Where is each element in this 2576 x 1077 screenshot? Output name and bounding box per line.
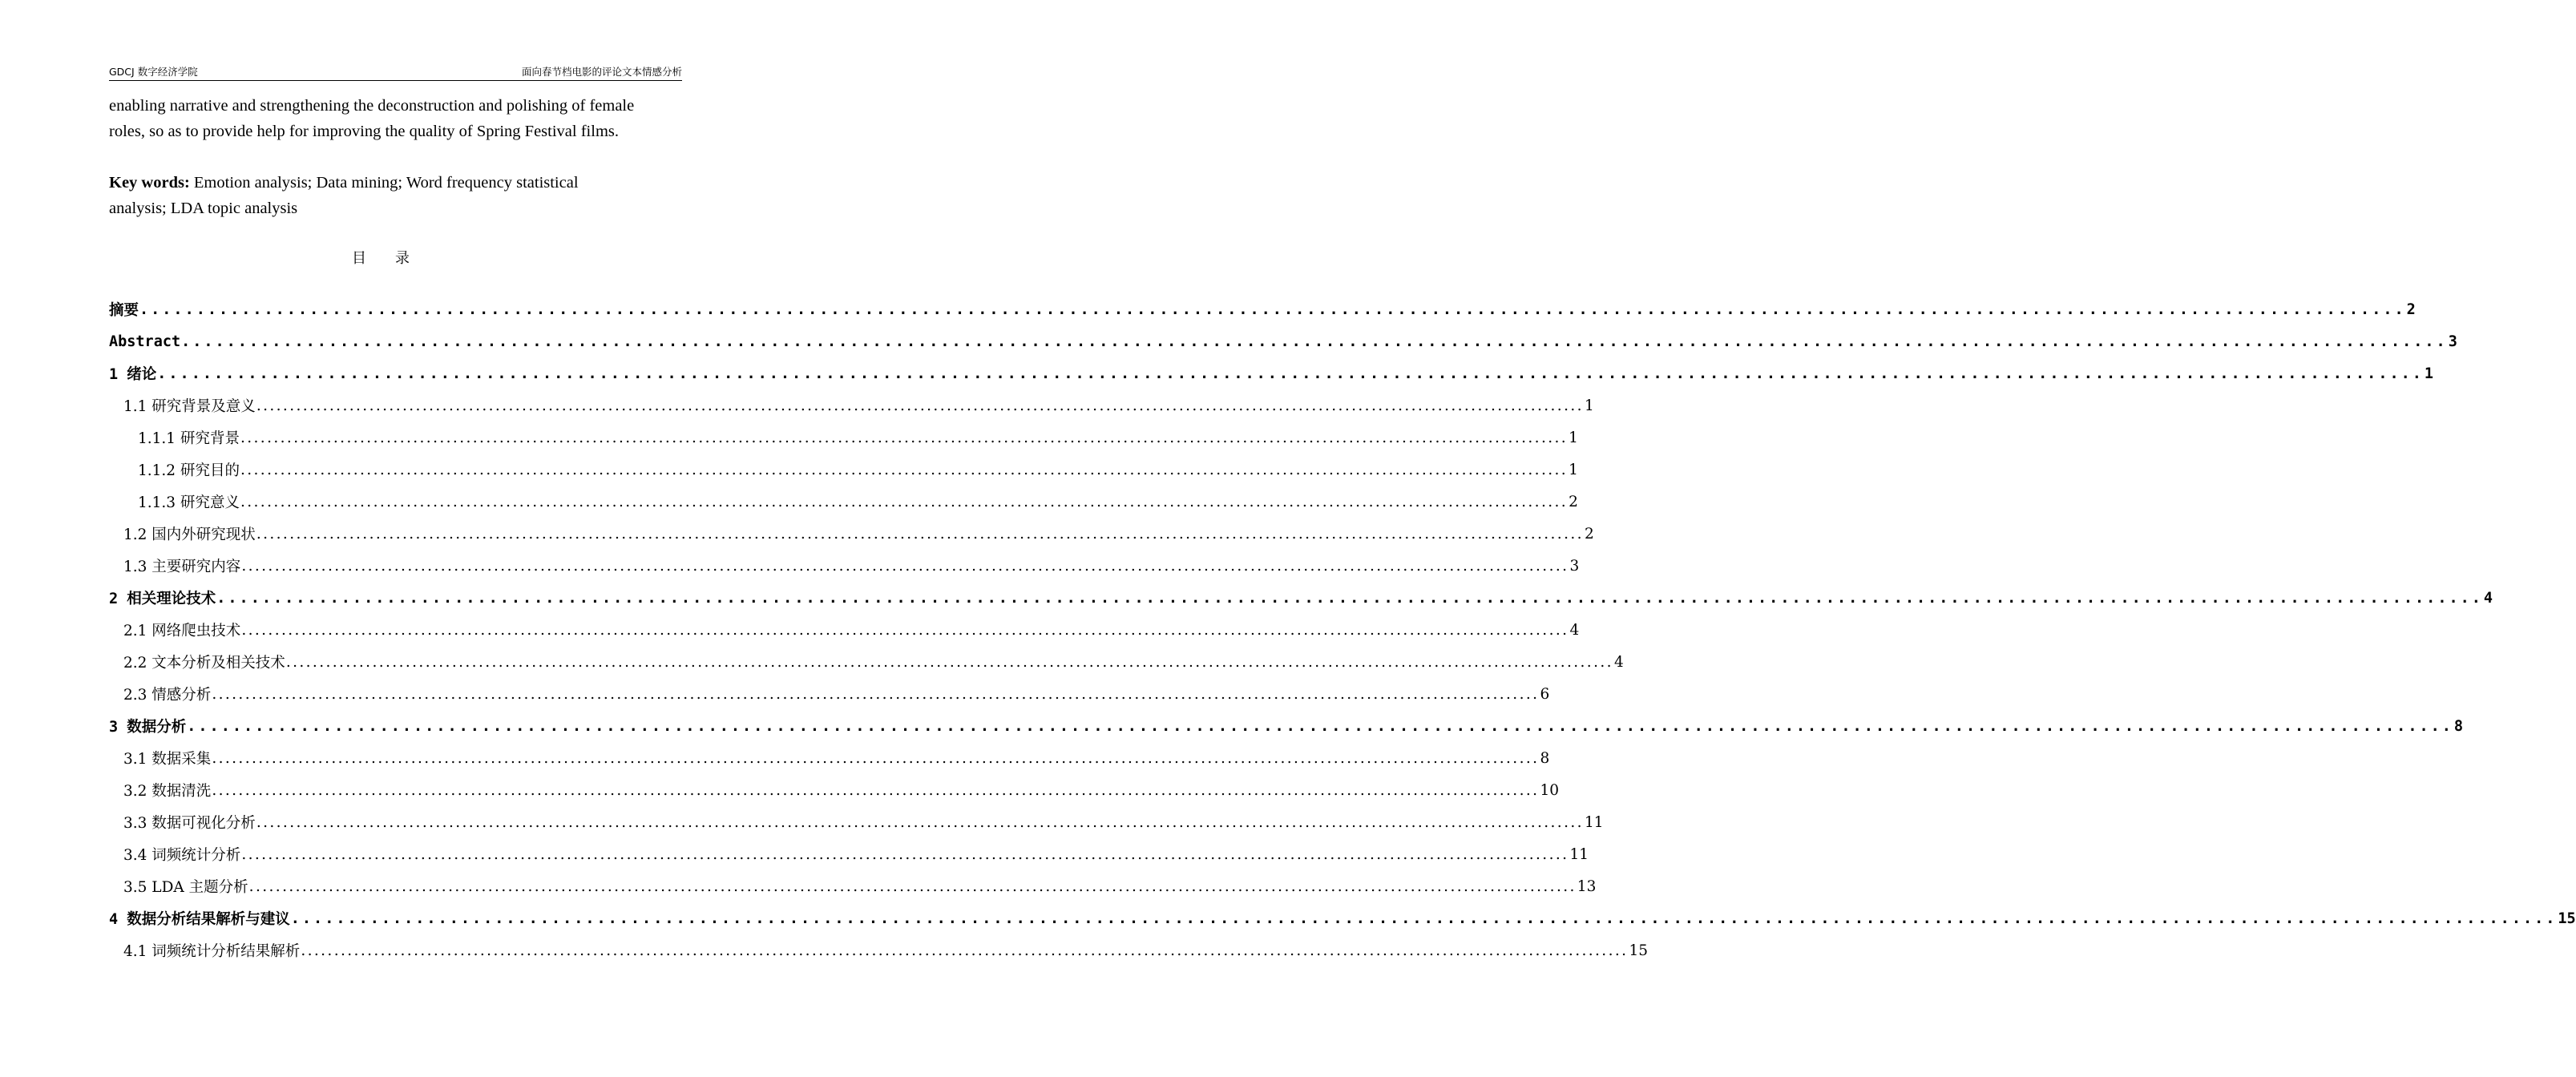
toc-leader-dots: ........................................................................................................................................................................................................	[187, 717, 2453, 735]
toc-entry[interactable]	[109, 614, 1580, 646]
toc-entry-page: 2	[1584, 525, 1594, 543]
toc-entry-page: 1	[1569, 461, 1578, 478]
abstract-line: roles, so as to provide help for improving the quality of Spring Festival films.	[109, 123, 619, 140]
toc-entry-title: 2.1 网络爬虫技术	[123, 623, 241, 639]
toc-entry-title: 1.1.1 研究背景	[138, 430, 240, 447]
toc-entry[interactable]	[109, 678, 1550, 710]
toc-entry-page: 15	[2558, 910, 2576, 927]
toc-entry[interactable]	[109, 582, 2493, 614]
toc-entry-page: 15	[1629, 942, 1648, 959]
toc-leader-dots: ........................................................................................................................................................................................................	[212, 685, 1540, 703]
toc-entry-title: 2.3 情感分析	[123, 687, 212, 704]
toc-entry-title: 1.1.2 研究目的	[138, 462, 240, 479]
toc-entry-title: 1.2 国内外研究现状	[123, 526, 256, 543]
toc-entry-title: Abstract	[109, 333, 181, 350]
toc-leader-dots: ........................................................................................................................................................................................................	[290, 910, 2558, 927]
toc-entry-page: 13	[1577, 877, 1597, 895]
table-of-contents	[109, 293, 2576, 966]
toc-entry-page: 10	[1540, 781, 1559, 799]
toc-entry-page: 3	[1569, 557, 1580, 575]
toc-leader-dots: ........................................................................................................................................................................................................	[240, 429, 1569, 446]
toc-entry[interactable]	[109, 742, 1550, 774]
toc-entry-title: 2 相关理论技术	[109, 591, 216, 607]
keywords-line	[109, 170, 683, 196]
toc-entry-title: 1 绪论	[109, 366, 157, 383]
toc-entry-title: 1.1 研究背景及意义	[123, 398, 256, 415]
toc-entry-page: 11	[1584, 813, 1604, 831]
toc-entry[interactable]	[109, 389, 1594, 422]
toc-entry[interactable]	[109, 838, 1589, 870]
header-divider	[109, 80, 682, 81]
page-header	[109, 63, 682, 80]
toc-leader-dots: ........................................................................................................................................................................................................	[256, 525, 1584, 543]
toc-leader-dots: ........................................................................................................................................................................................................	[157, 365, 2424, 382]
toc-entry[interactable]	[109, 870, 1597, 902]
toc-entry[interactable]	[109, 422, 1578, 454]
toc-entry-title: 3.2 数据清洗	[123, 783, 212, 800]
toc-entry-page: 2	[1569, 493, 1578, 510]
toc-leader-dots: ........................................................................................................................................................................................................	[216, 589, 2483, 607]
toc-entry-title: 3.3 数据可视化分析	[123, 815, 256, 832]
toc-entry[interactable]	[109, 357, 2434, 389]
toc-leader-dots: ........................................................................................................................................................................................................	[256, 397, 1584, 414]
toc-entry-title: 1.1.3 研究意义	[138, 494, 240, 511]
toc-entry[interactable]	[109, 293, 2416, 325]
keywords-label: Key words:	[109, 174, 190, 192]
toc-entry[interactable]	[109, 325, 2457, 357]
toc-entry-title: 摘要	[109, 302, 139, 319]
toc-title: 目录	[352, 250, 438, 267]
toc-entry-page: 6	[1540, 685, 1550, 703]
toc-entry-title: 3.5 LDA 主题分析	[123, 879, 248, 896]
toc-entry[interactable]	[109, 550, 1580, 582]
toc-leader-dots: ........................................................................................................................................................................................................	[139, 301, 2406, 318]
toc-entry-title: 1.3 主要研究内容	[123, 559, 241, 575]
toc-leader-dots: ........................................................................................................................................................................................................	[240, 493, 1569, 510]
toc-entry-page: 1	[1584, 397, 1594, 414]
abstract-line: enabling narrative and strengthening the deconstruction and polishing of female	[109, 97, 635, 115]
keywords-paragraph	[109, 170, 683, 221]
toc-entry[interactable]	[109, 902, 2576, 934]
keywords-line: analysis; LDA topic analysis	[109, 200, 298, 217]
toc-entry[interactable]	[109, 518, 1594, 550]
toc-leader-dots: ........................................................................................................................................................................................................	[212, 749, 1540, 767]
toc-entry-page: 2	[2406, 301, 2416, 318]
toc-entry-page: 8	[1540, 749, 1550, 767]
toc-entry-page: 4	[2483, 589, 2493, 607]
toc-entry-page: 4	[1613, 653, 1624, 671]
toc-entry-title: 4.1 词频统计分析结果解析	[123, 943, 301, 960]
toc-leader-dots: ........................................................................................................................................................................................................	[241, 845, 1569, 863]
toc-entry-page: 4	[1569, 621, 1580, 639]
toc-leader-dots: ........................................................................................................................................................................................................	[241, 557, 1569, 575]
toc-entry[interactable]	[109, 774, 1559, 806]
keywords-text: Emotion analysis; Data mining; Word frequency statistical	[189, 174, 579, 192]
toc-entry-page: 1	[1569, 429, 1578, 446]
toc-entry[interactable]	[109, 486, 1578, 518]
header-school: GDCJ 数字经济学院	[109, 66, 198, 78]
toc-entry[interactable]	[109, 710, 2464, 742]
toc-leader-dots: ........................................................................................................................................................................................................	[241, 621, 1569, 639]
toc-entry-title: 2.2 文本分析及相关技术	[123, 655, 285, 672]
toc-leader-dots: ........................................................................................................................................................................................................	[212, 781, 1540, 799]
toc-entry-title: 3.1 数据采集	[123, 751, 212, 768]
toc-entry-title: 3 数据分析	[109, 719, 187, 736]
toc-entry-page: 1	[2424, 365, 2434, 382]
toc-leader-dots: ........................................................................................................................................................................................................	[248, 877, 1577, 895]
toc-leader-dots: ........................................................................................................................................................................................................	[181, 333, 2448, 350]
toc-entry[interactable]	[109, 806, 1604, 838]
toc-entry-page: 11	[1569, 845, 1589, 863]
toc-leader-dots: ........................................................................................................................................................................................................	[301, 942, 1629, 959]
header-thesis-title: 面向春节档电影的评论文本情感分析	[521, 66, 682, 78]
toc-entry-title: 3.4 词频统计分析	[123, 847, 241, 864]
toc-entry-title: 4 数据分析结果解析与建议	[109, 911, 290, 928]
toc-leader-dots: ........................................................................................................................................................................................................	[285, 653, 1613, 671]
abstract-paragraph-end	[109, 93, 683, 144]
toc-leader-dots: ........................................................................................................................................................................................................	[256, 813, 1584, 831]
toc-entry-page: 8	[2453, 717, 2464, 735]
toc-entry[interactable]	[109, 934, 1648, 966]
toc-leader-dots: ........................................................................................................................................................................................................	[240, 461, 1569, 478]
toc-entry-page: 3	[2448, 333, 2457, 350]
toc-entry[interactable]	[109, 454, 1578, 486]
toc-entry[interactable]	[109, 646, 1624, 678]
